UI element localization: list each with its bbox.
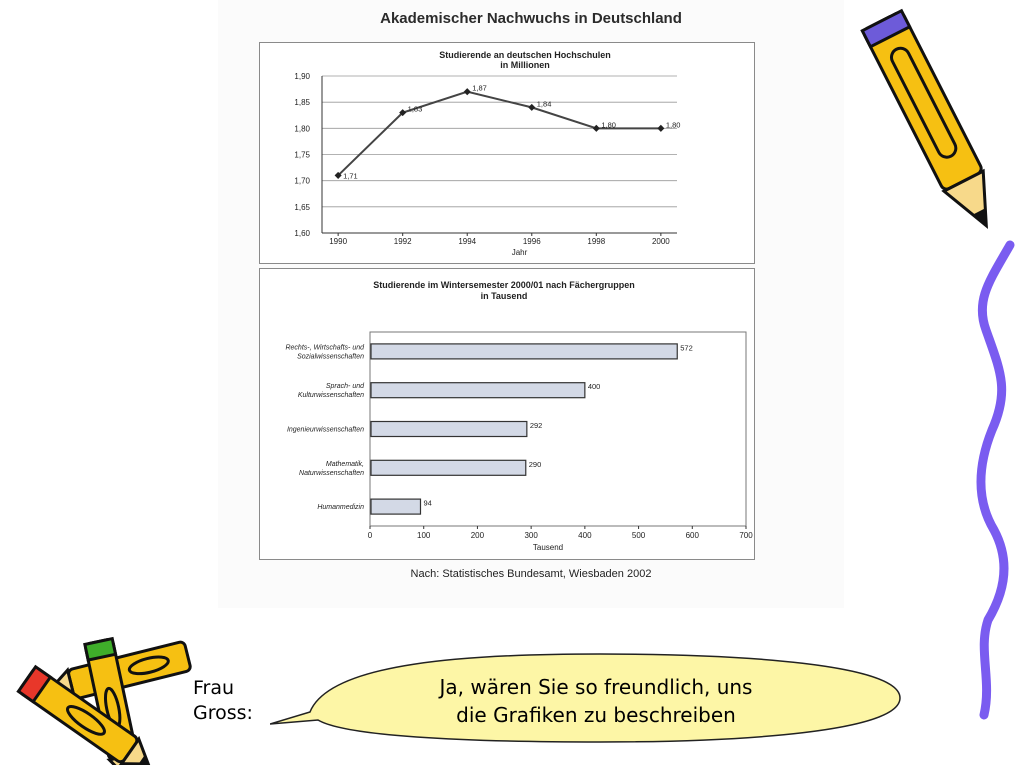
x-axis-label: Tausend: [532, 543, 564, 552]
x-tick-label: 1996: [522, 237, 541, 246]
category-label: Sprach- und: [325, 383, 364, 391]
x-tick-label: 100: [417, 531, 431, 540]
category-label: Naturwissenschaften: [299, 469, 364, 477]
x-tick-label: 1990: [329, 237, 348, 246]
x-axis-label: Jahr: [511, 248, 528, 257]
x-tick-label: 2000: [651, 237, 670, 246]
data-label: 400: [587, 382, 601, 392]
x-tick-label: 0: [367, 531, 373, 540]
data-point: [528, 104, 535, 111]
line-chart: [260, 43, 754, 263]
series-line: [338, 92, 661, 176]
x-tick-label: 500: [631, 531, 646, 540]
y-tick-label: 1,80: [294, 124, 310, 134]
speaker-line: Gross:: [193, 702, 253, 724]
speaker-label: [193, 676, 253, 726]
bar: [371, 422, 527, 437]
bubble-line: die Grafiken zu beschreiben: [456, 703, 736, 727]
x-tick-label: 400: [578, 531, 592, 540]
category-label: Sozialwissenschaften: [297, 353, 364, 361]
bubble-line: Ja, wären Sie so freundlich, uns: [439, 675, 753, 699]
y-tick-label: 1,90: [294, 72, 310, 81]
chart-title: in Tausend: [480, 291, 528, 301]
y-tick-label: 1,70: [294, 176, 310, 186]
y-tick-label: 1,85: [294, 98, 310, 108]
data-point: [657, 125, 664, 132]
bar: [371, 344, 677, 359]
bar: [371, 499, 420, 514]
y-tick-label: 1,65: [294, 202, 310, 212]
x-tick-label: 200: [470, 531, 485, 540]
y-tick-label: 1,75: [294, 150, 310, 160]
category-label: Rechts-, Wirtschafts- und: [285, 344, 364, 352]
data-label: 290: [528, 459, 542, 469]
data-label: 94: [423, 498, 432, 508]
x-tick-label: 300: [524, 531, 538, 540]
data-point: [593, 125, 600, 132]
chart-title: Studierende im Wintersemester 2000/01 nach Fächergruppen: [373, 280, 635, 290]
category-label: Ingenieurwissenschaften: [286, 426, 364, 434]
bar: [371, 383, 585, 398]
line-chart-panel: [259, 42, 755, 264]
source-note: Nach: Statistisches Bundesamt, Wiesbaden 2002: [410, 568, 652, 580]
x-tick-label: 1998: [587, 237, 606, 246]
x-tick-label: 1992: [393, 237, 412, 246]
figure-title: Akademischer Nachwuchs in Deutschland: [380, 10, 682, 27]
category-label: Humanmedizin: [317, 504, 364, 512]
data-label: 572: [680, 343, 693, 353]
speaker-line: Frau: [193, 677, 235, 699]
x-tick-label: 700: [739, 531, 753, 540]
data-label: 1,83: [407, 104, 423, 114]
bar: [371, 460, 526, 475]
data-label: 1,71: [343, 171, 358, 181]
squiggle-line: [970, 240, 1024, 720]
bar-chart-panel: [259, 268, 755, 560]
chart-title: in Millionen: [500, 60, 550, 70]
data-label: 1,80: [665, 120, 681, 130]
chart-title: Studierende an deutschen Hochschulen: [439, 50, 611, 60]
speech-bubble-text: [356, 673, 836, 729]
bar-chart: [260, 269, 754, 559]
data-label: 1,87: [472, 83, 487, 93]
data-label: 1,80: [601, 120, 616, 130]
x-tick-label: 1994: [458, 237, 477, 246]
category-label: Kulturwissenschaften: [297, 392, 364, 400]
y-tick-label: 1,60: [294, 229, 310, 238]
category-label: Mathematik,: [325, 460, 364, 468]
x-tick-label: 600: [685, 531, 699, 540]
data-label: 292: [529, 421, 543, 430]
pencil-icon: [860, 0, 1010, 250]
data-point: [464, 88, 471, 95]
pencil-icon: [0, 615, 210, 765]
data-label: 1,84: [536, 99, 552, 109]
